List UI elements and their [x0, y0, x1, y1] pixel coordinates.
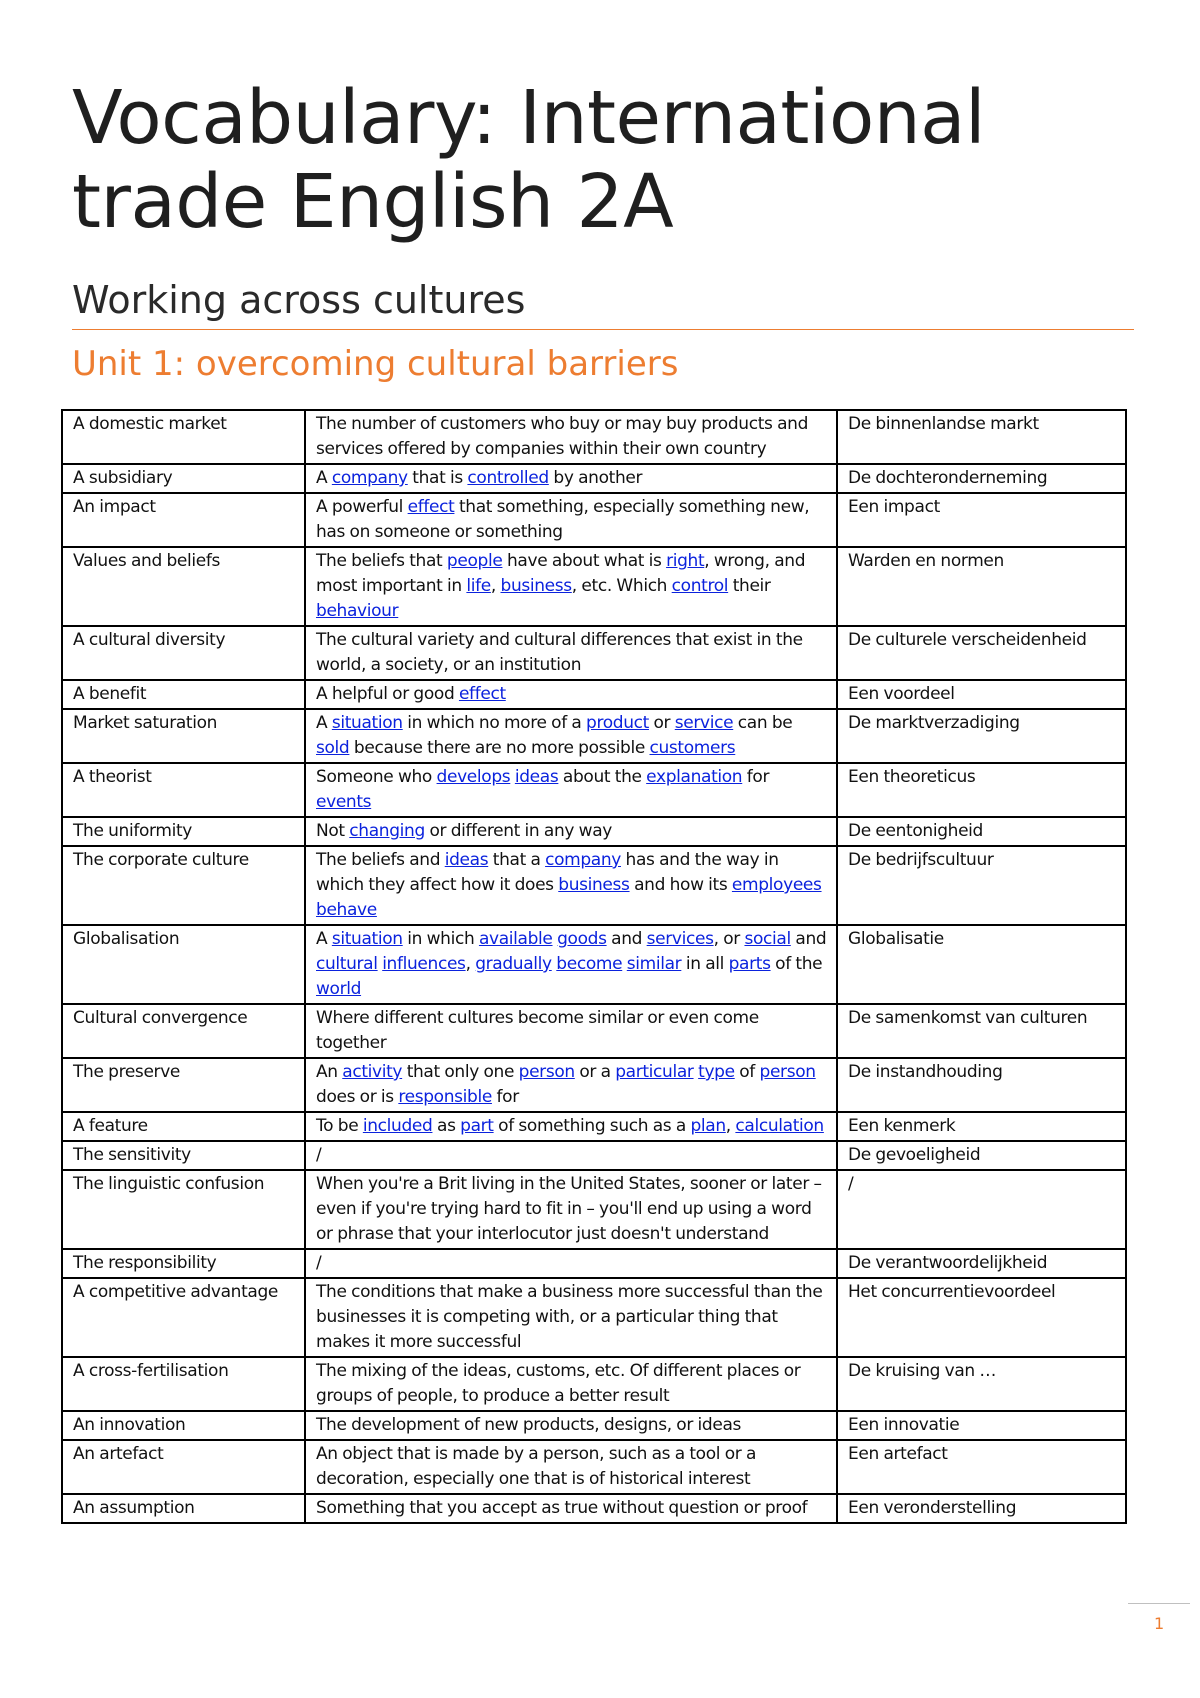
table-row	[62, 846, 1126, 925]
definition-text: , etc. Which	[571, 576, 672, 596]
translation-cell: Een theoreticus	[837, 763, 1126, 817]
definition-text: for	[742, 767, 770, 787]
dictionary-link[interactable]: effect	[458, 684, 506, 704]
term-cell: Values and beliefs	[62, 547, 305, 626]
definition-text: Someone who	[316, 767, 437, 787]
table-row	[62, 1112, 1126, 1141]
translation-cell: Warden en normen	[837, 547, 1126, 626]
term-cell: A domestic market	[62, 410, 305, 464]
term-cell: A cultural diversity	[62, 626, 305, 680]
dictionary-link[interactable]: plan	[690, 1116, 726, 1136]
definition-text: A powerful	[316, 497, 408, 517]
table-row	[62, 1170, 1126, 1249]
table-row	[62, 1141, 1126, 1170]
table-row	[62, 817, 1126, 846]
definition-text: about the	[558, 767, 647, 787]
dictionary-link[interactable]: influences	[382, 954, 466, 974]
definition-text: that something, especially something new, has on someone or something	[316, 497, 810, 542]
definition-cell	[305, 1170, 837, 1249]
definition-text: The beliefs and	[316, 850, 445, 870]
definition-text: A helpful or good	[316, 684, 459, 704]
dictionary-link[interactable]: become	[556, 954, 623, 974]
table-row	[62, 763, 1126, 817]
term-cell: A subsidiary	[62, 464, 305, 493]
definition-text: because there are no more possible	[349, 738, 650, 758]
definition-cell	[305, 763, 837, 817]
definition-text: does or is	[316, 1087, 399, 1107]
definition-cell	[305, 925, 837, 1004]
definition-cell	[305, 464, 837, 493]
translation-cell: De verantwoordelijkheid	[837, 1249, 1126, 1278]
definition-text: have about what is	[502, 551, 667, 571]
dictionary-link[interactable]: events	[316, 792, 372, 812]
term-cell: The linguistic confusion	[62, 1170, 305, 1249]
table-row	[62, 1249, 1126, 1278]
dictionary-link[interactable]: employees	[731, 875, 822, 895]
dictionary-link[interactable]: part	[460, 1116, 494, 1136]
table-row	[62, 493, 1126, 547]
translation-cell: Het concurrentievoordeel	[837, 1278, 1126, 1357]
table-row	[62, 1058, 1126, 1112]
translation-cell: De instandhouding	[837, 1058, 1126, 1112]
definition-text: of the	[770, 954, 823, 974]
dictionary-link[interactable]: explanation	[646, 767, 743, 787]
table-row	[62, 1494, 1126, 1523]
definition-text: , wrong, and most important in	[316, 551, 806, 596]
definition-text: or a	[574, 1062, 616, 1082]
dictionary-link[interactable]: services	[646, 929, 714, 949]
term-cell: A theorist	[62, 763, 305, 817]
translation-cell: Globalisatie	[837, 925, 1126, 1004]
dictionary-link[interactable]: person	[518, 1062, 575, 1082]
definition-text: can be	[733, 713, 793, 733]
dictionary-link[interactable]: included	[362, 1116, 433, 1136]
definition-text: in all	[681, 954, 729, 974]
definition-text: ,	[490, 576, 501, 596]
definition-text: in which no more of a	[402, 713, 587, 733]
definition-text: ,	[465, 954, 476, 974]
dictionary-link[interactable]: goods	[557, 929, 607, 949]
term-cell: The sensitivity	[62, 1141, 305, 1170]
term-cell: An innovation	[62, 1411, 305, 1440]
table-row	[62, 1004, 1126, 1058]
translation-cell: Een innovatie	[837, 1411, 1126, 1440]
subtitle-divider	[72, 329, 1134, 330]
dictionary-link[interactable]: people	[446, 551, 503, 571]
term-cell: Globalisation	[62, 925, 305, 1004]
dictionary-link[interactable]: gradually	[475, 954, 552, 974]
translation-cell: De gevoeligheid	[837, 1141, 1126, 1170]
definition-cell	[305, 680, 837, 709]
definition-cell	[305, 1249, 837, 1278]
dictionary-link[interactable]: particular	[615, 1062, 694, 1082]
definition-text: for	[491, 1087, 519, 1107]
definition-text: of something such as a	[493, 1116, 691, 1136]
dictionary-link[interactable]: situation	[331, 929, 403, 949]
dictionary-link[interactable]: parts	[728, 954, 771, 974]
translation-cell: Een impact	[837, 493, 1126, 547]
definition-text: An	[316, 1062, 343, 1082]
dictionary-link[interactable]: right	[666, 551, 705, 571]
dictionary-link[interactable]: similar	[626, 954, 682, 974]
dictionary-link[interactable]: business	[500, 576, 572, 596]
definition-text: ,	[725, 1116, 736, 1136]
definition-cell	[305, 846, 837, 925]
table-row	[62, 925, 1126, 1004]
dictionary-link[interactable]: ideas	[514, 767, 559, 787]
definition-text: that only one	[402, 1062, 519, 1082]
dictionary-link[interactable]: behaviour	[316, 601, 399, 621]
definition-text: The development of new products, designs, or ideas	[316, 1415, 742, 1435]
dictionary-link[interactable]: type	[698, 1062, 735, 1082]
definition-text: The number of customers who buy or may buy products and services offered by companies within their own country	[316, 414, 809, 459]
definition-text: To be	[316, 1116, 363, 1136]
definition-text: or	[648, 713, 675, 733]
definition-cell	[305, 1141, 837, 1170]
definition-text: or different in any way	[424, 821, 612, 841]
dictionary-link[interactable]: control	[671, 576, 729, 596]
translation-cell: De samenkomst van culturen	[837, 1004, 1126, 1058]
definition-text: An object that is made by a person, such as a tool or a decoration, especially one that is of historical interest	[316, 1444, 757, 1489]
translation-cell: De dochteronderneming	[837, 464, 1126, 493]
term-cell: The uniformity	[62, 817, 305, 846]
definition-text: /	[316, 1253, 322, 1273]
term-cell: Cultural convergence	[62, 1004, 305, 1058]
definition-cell	[305, 1004, 837, 1058]
definition-text: that is	[407, 468, 468, 488]
dictionary-link[interactable]: effect	[407, 497, 455, 517]
dictionary-link[interactable]: sold	[316, 738, 350, 758]
definition-cell	[305, 1494, 837, 1523]
definition-text: in which	[402, 929, 479, 949]
definition-text: The conditions that make a business more successful than the businesses it is competing with, or a particular thing that makes it more successful	[316, 1282, 823, 1352]
definition-text: The cultural variety and cultural differences that exist in the world, a society, or an institution	[316, 630, 803, 675]
vocabulary-table	[61, 409, 1127, 1524]
translation-cell: /	[837, 1170, 1126, 1249]
table-row	[62, 680, 1126, 709]
term-cell: Market saturation	[62, 709, 305, 763]
definition-text: and	[606, 929, 647, 949]
table-row	[62, 464, 1126, 493]
definition-text: that a	[488, 850, 546, 870]
table-row	[62, 1411, 1126, 1440]
section-subtitle: Working across cultures	[72, 278, 526, 322]
table-row	[62, 1278, 1126, 1357]
dictionary-link[interactable]: activity	[342, 1062, 403, 1082]
table-row	[62, 410, 1126, 464]
dictionary-link[interactable]: company	[545, 850, 621, 870]
translation-cell: De culturele verscheidenheid	[837, 626, 1126, 680]
term-cell: A cross-fertilisation	[62, 1357, 305, 1411]
dictionary-link[interactable]: life	[466, 576, 491, 596]
definition-text: A	[316, 929, 332, 949]
translation-cell: Een veronderstelling	[837, 1494, 1126, 1523]
definition-text: Not	[316, 821, 350, 841]
definition-text: Something that you accept as true without question or proof	[316, 1498, 808, 1518]
definition-text: of	[734, 1062, 760, 1082]
definition-cell	[305, 1411, 837, 1440]
definition-text: A	[316, 468, 332, 488]
term-cell: A benefit	[62, 680, 305, 709]
table-row	[62, 1440, 1126, 1494]
definition-text: by another	[548, 468, 643, 488]
dictionary-link[interactable]: world	[316, 979, 362, 999]
translation-cell: Een kenmerk	[837, 1112, 1126, 1141]
translation-cell: De marktverzadiging	[837, 709, 1126, 763]
definition-cell	[305, 1357, 837, 1411]
dictionary-link[interactable]: cultural	[316, 954, 378, 974]
dictionary-link[interactable]: changing	[349, 821, 425, 841]
definition-text: The mixing of the ideas, customs, etc. Of different places or groups of people, to produce a better result	[316, 1361, 801, 1406]
definition-text: and how its	[629, 875, 732, 895]
definition-cell	[305, 1058, 837, 1112]
table-row	[62, 547, 1126, 626]
definition-text: When you're a Brit living in the United States, sooner or later – even if you're trying hard to fit in – you'll end up using a word or phrase that your interlocutor just doesn't understand	[316, 1174, 822, 1244]
definition-text: and	[790, 929, 827, 949]
translation-cell: De binnenlandse markt	[837, 410, 1126, 464]
definition-cell	[305, 817, 837, 846]
vocabulary-table-body	[62, 410, 1126, 1523]
definition-cell	[305, 709, 837, 763]
table-row	[62, 626, 1126, 680]
table-row	[62, 709, 1126, 763]
term-cell: An artefact	[62, 1440, 305, 1494]
term-cell: A competitive advantage	[62, 1278, 305, 1357]
term-cell: A feature	[62, 1112, 305, 1141]
translation-cell: Een artefact	[837, 1440, 1126, 1494]
page-number: 1	[1154, 1614, 1165, 1633]
definition-text: /	[316, 1145, 322, 1165]
definition-cell	[305, 410, 837, 464]
term-cell: An assumption	[62, 1494, 305, 1523]
term-cell: The corporate culture	[62, 846, 305, 925]
dictionary-link[interactable]: situation	[331, 713, 403, 733]
translation-cell: De eentonigheid	[837, 817, 1126, 846]
dictionary-link[interactable]: available	[478, 929, 553, 949]
dictionary-link[interactable]: service	[674, 713, 734, 733]
dictionary-link[interactable]: responsible	[398, 1087, 492, 1107]
unit-heading: Unit 1: overcoming cultural barriers	[72, 344, 679, 384]
translation-cell: De kruising van …	[837, 1357, 1126, 1411]
term-cell: An impact	[62, 493, 305, 547]
definition-text: their	[728, 576, 771, 596]
dictionary-link[interactable]: behave	[316, 900, 377, 920]
dictionary-link[interactable]: product	[586, 713, 649, 733]
dictionary-link[interactable]: develops	[436, 767, 511, 787]
translation-cell: De bedrijfscultuur	[837, 846, 1126, 925]
term-cell: The responsibility	[62, 1249, 305, 1278]
definition-cell	[305, 547, 837, 626]
definition-cell	[305, 493, 837, 547]
dictionary-link[interactable]: social	[744, 929, 791, 949]
translation-cell: Een voordeel	[837, 680, 1126, 709]
dictionary-link[interactable]: controlled	[467, 468, 549, 488]
definition-cell	[305, 1440, 837, 1494]
definition-text: has and the way in which they affect how it does	[316, 850, 779, 895]
definition-cell	[305, 1112, 837, 1141]
dictionary-link[interactable]: calculation	[735, 1116, 824, 1136]
dictionary-link[interactable]: ideas	[444, 850, 489, 870]
footer-divider	[1128, 1603, 1190, 1604]
definition-text: , or	[713, 929, 745, 949]
dictionary-link[interactable]: company	[331, 468, 408, 488]
definition-text: A	[316, 713, 332, 733]
term-cell: The preserve	[62, 1058, 305, 1112]
dictionary-link[interactable]: business	[558, 875, 630, 895]
table-row	[62, 1357, 1126, 1411]
definition-cell	[305, 1278, 837, 1357]
definition-cell	[305, 626, 837, 680]
definition-text: as	[432, 1116, 461, 1136]
definition-text: The beliefs that	[316, 551, 447, 571]
dictionary-link[interactable]: person	[759, 1062, 816, 1082]
dictionary-link[interactable]: customers	[649, 738, 736, 758]
definition-text: Where different cultures become similar or even come together	[316, 1008, 759, 1053]
document-title: Vocabulary: International trade English 2A	[72, 75, 986, 245]
